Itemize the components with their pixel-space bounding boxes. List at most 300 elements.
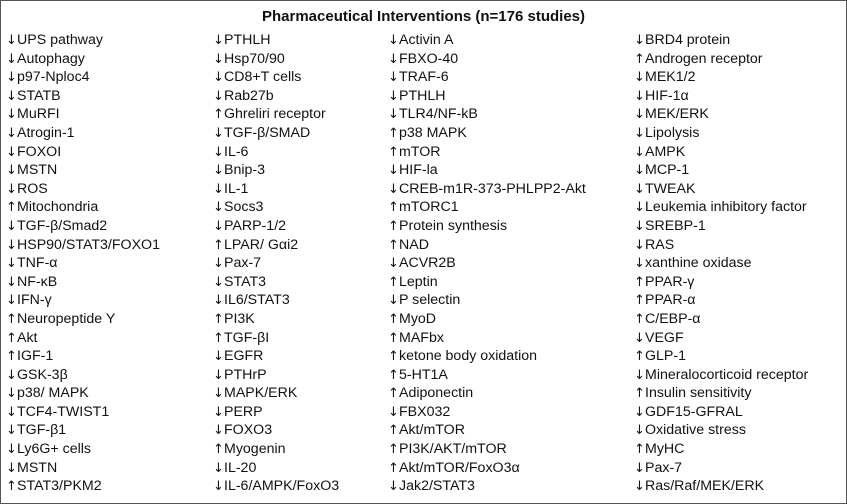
item-label: MuRFI — [17, 106, 60, 123]
list-item — [388, 180, 628, 199]
item-label: TLR4/NF-kB — [399, 106, 478, 123]
list-item — [388, 347, 628, 366]
list-item — [388, 124, 628, 143]
arrow-up-icon: ↑ — [388, 144, 399, 160]
list-item — [634, 124, 844, 143]
arrow-up-icon: ↑ — [388, 125, 399, 141]
item-label: BRD4 protein — [645, 32, 731, 48]
arrow-down-icon: ↓ — [6, 107, 17, 123]
arrow-up-icon: ↑ — [634, 311, 645, 327]
item-label: FBX032 — [399, 403, 451, 420]
list-item — [213, 198, 383, 217]
list-item — [213, 180, 383, 199]
item-label: mTORC1 — [399, 199, 459, 216]
item-label: TGF-β/Smad2 — [17, 217, 108, 234]
item-label: MAPK/ERK — [224, 385, 298, 402]
list-item — [213, 124, 383, 143]
arrow-up-icon: ↑ — [6, 349, 17, 365]
item-label: PI3K/AKT/mTOR — [399, 441, 507, 458]
item-label: NF-κB — [17, 273, 58, 290]
item-label: EGFR — [224, 348, 264, 365]
list-item — [213, 68, 383, 87]
arrow-down-icon: ↓ — [6, 386, 17, 402]
item-label: Ly6G+ cells — [17, 441, 91, 458]
item-label: NAD — [399, 236, 429, 253]
item-label: STATB — [17, 87, 61, 104]
item-label: Pax-7 — [224, 255, 262, 272]
arrow-down-icon: ↓ — [388, 404, 399, 420]
list-item — [213, 291, 383, 310]
arrow-up-icon: ↑ — [213, 237, 224, 253]
list-item — [6, 254, 201, 273]
arrow-down-icon: ↓ — [6, 442, 17, 458]
item-label: IL6/STAT3 — [224, 292, 290, 309]
item-label: C/EBP-α — [645, 310, 701, 327]
item-label: MSTN — [17, 459, 58, 476]
arrow-up-icon: ↑ — [388, 330, 399, 346]
list-item — [634, 477, 844, 496]
list-item — [6, 329, 201, 348]
arrow-down-icon: ↓ — [6, 367, 17, 383]
item-label: PARP-1/2 — [224, 217, 287, 234]
list-item — [6, 105, 201, 124]
list-item — [388, 68, 628, 87]
list-item — [6, 198, 201, 217]
item-label: ketone body oxidation — [399, 348, 538, 365]
item-label: GLP-1 — [645, 348, 687, 365]
arrow-down-icon: ↓ — [213, 404, 224, 420]
item-label: PERP — [224, 403, 263, 420]
arrow-down-icon: ↓ — [213, 125, 224, 141]
panel-title: Pharmaceutical Interventions (n=176 studies) — [261, 8, 586, 25]
arrow-up-icon: ↑ — [634, 349, 645, 365]
list-item — [6, 291, 201, 310]
item-label: Ras/Raf/MEK/ERK — [645, 478, 765, 495]
list-item — [388, 366, 628, 385]
arrow-down-icon: ↓ — [6, 218, 17, 234]
list-item — [634, 459, 844, 478]
item-label: LPAR/ Gαi2 — [224, 236, 299, 253]
list-item — [213, 105, 383, 124]
item-label: GSK-3β — [17, 366, 68, 383]
arrow-up-icon: ↑ — [213, 107, 224, 123]
arrow-down-icon: ↓ — [6, 274, 17, 290]
arrow-down-icon: ↓ — [634, 330, 645, 346]
arrow-down-icon: ↓ — [388, 33, 399, 48]
list-item — [634, 87, 844, 106]
item-label: HSP90/STAT3/FOXO1 — [17, 236, 160, 253]
list-item — [6, 477, 201, 496]
item-label: TGF-β1 — [17, 422, 67, 439]
list-item — [213, 31, 383, 50]
list-item — [388, 477, 628, 496]
column-2 — [213, 31, 383, 496]
list-item — [6, 217, 201, 236]
arrow-up-icon: ↑ — [388, 423, 399, 439]
item-label: VEGF — [645, 329, 684, 346]
list-item — [634, 329, 844, 348]
item-label: Akt/mTOR/FoxO3α — [399, 459, 520, 476]
list-item — [6, 440, 201, 459]
list-item — [6, 87, 201, 106]
item-label: TRAF-6 — [399, 69, 449, 86]
list-item — [634, 384, 844, 403]
item-label: Bnip-3 — [224, 162, 266, 179]
item-label: PI3K — [224, 310, 255, 327]
column-1 — [6, 31, 201, 496]
item-label: FOXO3 — [224, 422, 273, 439]
arrow-down-icon: ↓ — [634, 125, 645, 141]
list-item — [213, 236, 383, 255]
list-item — [388, 329, 628, 348]
list-item — [213, 217, 383, 236]
list-item — [388, 384, 628, 403]
arrow-down-icon: ↓ — [213, 70, 224, 86]
item-label: HIF-la — [399, 162, 438, 179]
list-item — [213, 421, 383, 440]
list-item — [634, 198, 844, 217]
arrow-down-icon: ↓ — [6, 256, 17, 272]
arrow-up-icon: ↑ — [388, 218, 399, 234]
item-label: Mineralocorticoid receptor — [645, 366, 809, 383]
arrow-down-icon: ↓ — [634, 107, 645, 123]
list-item — [388, 403, 628, 422]
item-label: FOXOI — [17, 143, 62, 160]
list-item — [634, 217, 844, 236]
arrow-down-icon: ↓ — [6, 181, 17, 197]
list-item — [634, 68, 844, 87]
arrow-down-icon: ↓ — [6, 163, 17, 179]
arrow-down-icon: ↓ — [213, 200, 224, 216]
list-item — [213, 366, 383, 385]
arrow-down-icon: ↓ — [6, 237, 17, 253]
arrow-down-icon: ↓ — [634, 256, 645, 272]
item-label: Leukemia inhibitory factor — [645, 199, 807, 216]
item-label: Akt/mTOR — [399, 422, 465, 439]
arrow-up-icon: ↑ — [388, 367, 399, 383]
item-label: xanthine oxidase — [645, 255, 752, 272]
list-item — [388, 236, 628, 255]
arrow-down-icon: ↓ — [6, 51, 17, 67]
arrow-down-icon: ↓ — [634, 144, 645, 160]
item-label: Protein synthesis — [399, 217, 508, 234]
arrow-down-icon: ↓ — [634, 70, 645, 86]
list-item — [6, 68, 201, 87]
arrow-up-icon: ↑ — [388, 237, 399, 253]
item-label: Autophagy — [17, 50, 85, 67]
arrow-down-icon: ↓ — [388, 88, 399, 104]
list-item — [634, 143, 844, 162]
arrow-down-icon: ↓ — [213, 144, 224, 160]
list-item — [6, 421, 201, 440]
arrow-down-icon: ↓ — [213, 479, 224, 495]
item-label: mTOR — [399, 143, 441, 160]
item-label: GDF15-GFRAL — [645, 403, 743, 420]
arrow-down-icon: ↓ — [6, 88, 17, 104]
list-item — [213, 143, 383, 162]
item-label: MyoD — [399, 310, 437, 327]
item-label: Hsp70/90 — [224, 50, 285, 67]
arrow-down-icon: ↓ — [6, 423, 17, 439]
arrow-down-icon: ↓ — [6, 144, 17, 160]
item-label: AMPK — [645, 143, 686, 160]
list-item — [388, 459, 628, 478]
arrow-down-icon: ↓ — [388, 70, 399, 86]
item-label: MCP-1 — [645, 162, 690, 179]
item-label: PTHLH — [224, 32, 271, 48]
arrow-down-icon: ↓ — [6, 293, 17, 309]
arrow-down-icon: ↓ — [634, 479, 645, 495]
list-item — [634, 31, 844, 50]
list-item — [634, 254, 844, 273]
item-label: Androgen receptor — [645, 50, 763, 67]
arrow-up-icon: ↑ — [388, 386, 399, 402]
item-label: IL-20 — [224, 459, 257, 476]
arrow-down-icon: ↓ — [213, 386, 224, 402]
list-item — [388, 143, 628, 162]
arrow-down-icon: ↓ — [388, 181, 399, 197]
list-item — [213, 403, 383, 422]
arrow-down-icon: ↓ — [213, 33, 224, 48]
arrow-down-icon: ↓ — [6, 460, 17, 476]
item-label: IL-6 — [224, 143, 249, 160]
arrow-down-icon: ↓ — [634, 460, 645, 476]
list-item — [213, 87, 383, 106]
arrow-up-icon: ↑ — [213, 330, 224, 346]
list-item — [213, 50, 383, 69]
item-label: ROS — [17, 180, 48, 197]
list-item — [634, 105, 844, 124]
list-item — [634, 273, 844, 292]
arrow-down-icon: ↓ — [213, 293, 224, 309]
arrow-down-icon: ↓ — [388, 256, 399, 272]
item-label: 5-HT1A — [399, 366, 448, 383]
item-label: Activin A — [399, 32, 454, 48]
arrow-down-icon: ↓ — [634, 404, 645, 420]
list-item — [634, 440, 844, 459]
item-label: Neuropeptide Y — [17, 310, 116, 327]
item-label: STAT3/PKM2 — [17, 478, 102, 495]
item-label: Rab27b — [224, 87, 274, 104]
item-label: TGF-β/SMAD — [224, 124, 311, 141]
list-item — [634, 180, 844, 199]
item-label: ACVR2B — [399, 255, 456, 272]
arrow-down-icon: ↓ — [388, 293, 399, 309]
list-item — [634, 50, 844, 69]
arrow-up-icon: ↑ — [388, 274, 399, 290]
list-item — [213, 310, 383, 329]
arrow-down-icon: ↓ — [634, 33, 645, 48]
item-label: PTHrP — [224, 366, 267, 383]
list-item — [6, 161, 201, 180]
item-label: Atrogin-1 — [17, 124, 75, 141]
arrow-down-icon: ↓ — [634, 237, 645, 253]
item-label: MSTN — [17, 162, 58, 179]
list-item — [213, 254, 383, 273]
arrow-up-icon: ↑ — [213, 311, 224, 327]
arrow-down-icon: ↓ — [634, 218, 645, 234]
arrow-down-icon: ↓ — [213, 460, 224, 476]
arrow-down-icon: ↓ — [6, 404, 17, 420]
arrow-down-icon: ↓ — [388, 163, 399, 179]
arrow-down-icon: ↓ — [634, 181, 645, 197]
item-label: MyHC — [645, 441, 685, 458]
list-item — [634, 310, 844, 329]
item-label: TGF-βI — [224, 329, 270, 346]
list-item — [213, 161, 383, 180]
column-4 — [634, 31, 844, 496]
arrow-up-icon: ↑ — [388, 349, 399, 365]
arrow-down-icon: ↓ — [388, 107, 399, 123]
item-label: Mitochondria — [17, 199, 99, 216]
item-label: IL-1 — [224, 180, 249, 197]
arrow-down-icon: ↓ — [388, 51, 399, 67]
item-label: PPAR-α — [645, 292, 696, 309]
item-label: IFN-γ — [17, 292, 52, 309]
arrow-down-icon: ↓ — [213, 88, 224, 104]
list-item — [388, 310, 628, 329]
arrow-up-icon: ↑ — [634, 274, 645, 290]
list-item — [213, 273, 383, 292]
item-label: TWEAK — [645, 180, 696, 197]
list-item — [634, 347, 844, 366]
item-label: p38/ MAPK — [17, 385, 89, 402]
item-label: Pax-7 — [645, 459, 683, 476]
item-label: Ghreliri receptor — [224, 106, 326, 123]
list-item — [6, 31, 201, 50]
list-item — [634, 236, 844, 255]
arrow-up-icon: ↑ — [388, 200, 399, 216]
arrow-down-icon: ↓ — [213, 218, 224, 234]
list-item — [388, 254, 628, 273]
item-label: Akt — [17, 329, 38, 346]
list-item — [388, 217, 628, 236]
list-item — [634, 366, 844, 385]
item-label: MAFbx — [399, 329, 444, 346]
list-item — [6, 143, 201, 162]
arrow-up-icon: ↑ — [6, 479, 17, 495]
item-label: P selectin — [399, 292, 461, 309]
list-item — [6, 236, 201, 255]
arrow-down-icon: ↓ — [213, 181, 224, 197]
list-item — [213, 477, 383, 496]
arrow-down-icon: ↓ — [6, 70, 17, 86]
arrow-up-icon: ↑ — [388, 460, 399, 476]
item-label: PTHLH — [399, 87, 446, 104]
arrow-up-icon: ↑ — [634, 293, 645, 309]
list-item — [634, 403, 844, 422]
item-label: CREB-m1R-373-PHLPP2-Akt — [399, 180, 586, 197]
item-label: Socs3 — [224, 199, 264, 216]
item-label: MEK1/2 — [645, 69, 696, 86]
arrow-up-icon: ↑ — [634, 442, 645, 458]
arrow-down-icon: ↓ — [634, 200, 645, 216]
list-item — [6, 366, 201, 385]
list-item — [388, 421, 628, 440]
list-item — [6, 403, 201, 422]
list-item — [388, 50, 628, 69]
arrow-down-icon: ↓ — [6, 125, 17, 141]
arrow-up-icon: ↑ — [6, 311, 17, 327]
list-item — [213, 459, 383, 478]
item-label: Jak2/STAT3 — [399, 478, 475, 495]
arrow-down-icon: ↓ — [388, 479, 399, 495]
arrow-down-icon: ↓ — [634, 88, 645, 104]
list-item — [388, 31, 628, 50]
arrow-up-icon: ↑ — [634, 386, 645, 402]
arrow-down-icon: ↓ — [634, 367, 645, 383]
column-3 — [388, 31, 628, 496]
list-item — [213, 329, 383, 348]
item-label: Leptin — [399, 273, 438, 290]
arrow-up-icon: ↑ — [6, 330, 17, 346]
item-label: IL-6/AMPK/FoxO3 — [224, 478, 340, 495]
list-item — [6, 50, 201, 69]
item-label: Insulin sensitivity — [645, 385, 752, 402]
item-label: HIF-1α — [645, 87, 689, 104]
item-label: Lipolysis — [645, 124, 700, 141]
arrow-down-icon: ↓ — [634, 423, 645, 439]
item-label: Adiponectin — [399, 385, 474, 402]
arrow-up-icon: ↑ — [388, 311, 399, 327]
item-label: IGF-1 — [17, 348, 54, 365]
arrow-down-icon: ↓ — [6, 33, 17, 48]
list-item — [388, 87, 628, 106]
list-item — [388, 105, 628, 124]
arrow-up-icon: ↑ — [213, 442, 224, 458]
arrow-down-icon: ↓ — [213, 51, 224, 67]
arrow-up-icon: ↑ — [388, 442, 399, 458]
item-label: Myogenin — [224, 441, 286, 458]
item-label: p97-Nploc4 — [17, 69, 90, 86]
arrow-down-icon: ↓ — [213, 256, 224, 272]
item-label: UPS pathway — [17, 32, 103, 48]
list-item — [213, 384, 383, 403]
list-item — [6, 459, 201, 478]
item-label: Oxidative stress — [645, 422, 746, 439]
list-item — [6, 347, 201, 366]
item-label: p38 MAPK — [399, 124, 467, 141]
item-label: FBXO-40 — [399, 50, 459, 67]
arrow-down-icon: ↓ — [213, 274, 224, 290]
list-item — [213, 347, 383, 366]
list-item — [634, 291, 844, 310]
item-label: MEK/ERK — [645, 106, 709, 123]
arrow-down-icon: ↓ — [213, 367, 224, 383]
list-item — [388, 198, 628, 217]
list-item — [6, 180, 201, 199]
item-label: SREBP-1 — [645, 217, 706, 234]
item-label: TCF4-TWIST1 — [17, 403, 110, 420]
arrow-down-icon: ↓ — [213, 349, 224, 365]
list-item — [6, 273, 201, 292]
arrow-down-icon: ↓ — [213, 163, 224, 179]
list-item — [388, 161, 628, 180]
item-label: CD8+T cells — [224, 69, 302, 86]
list-item — [634, 421, 844, 440]
list-item — [6, 384, 201, 403]
item-label: STAT3 — [224, 273, 267, 290]
list-item — [6, 310, 201, 329]
list-item — [388, 273, 628, 292]
list-item — [634, 161, 844, 180]
list-item — [6, 124, 201, 143]
item-label: RAS — [645, 236, 675, 253]
list-item — [388, 291, 628, 310]
arrow-up-icon: ↑ — [634, 51, 645, 67]
item-label: TNF-α — [17, 255, 58, 272]
arrow-down-icon: ↓ — [634, 163, 645, 179]
